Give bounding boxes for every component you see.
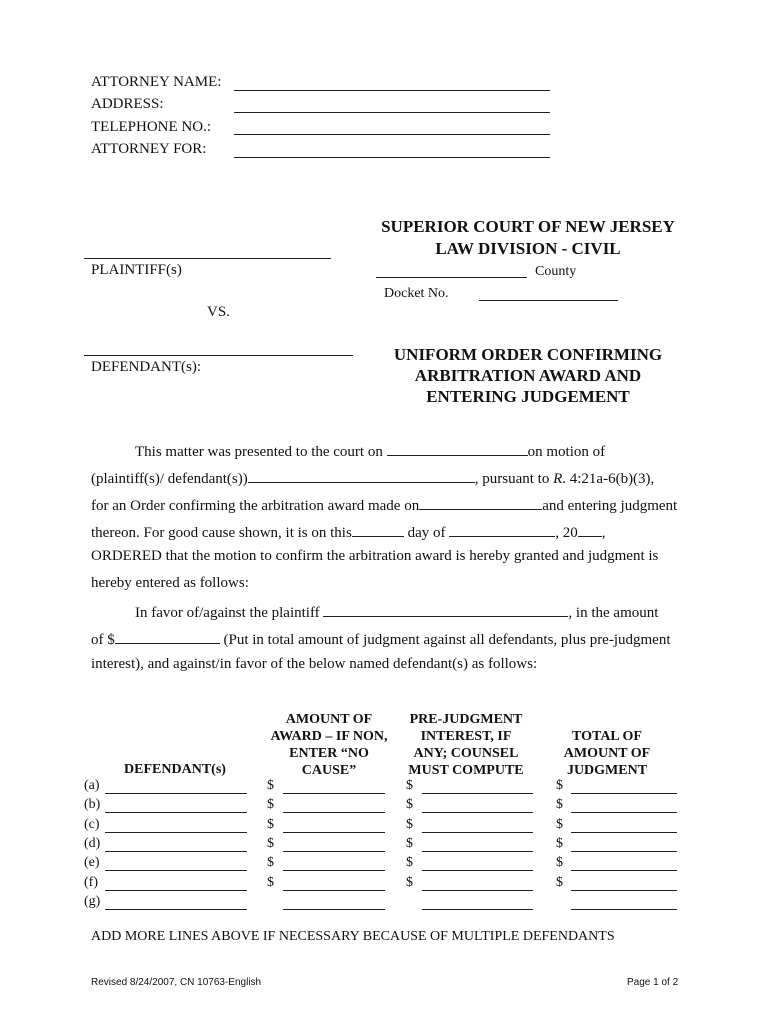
body-line-8 <box>91 629 671 649</box>
dollar-sign: $ <box>406 875 413 890</box>
dollar-sign: $ <box>406 817 413 832</box>
revision-note: Revised 8/24/2007, CN 10763-English <box>91 977 262 988</box>
row-label: (c) <box>84 817 100 832</box>
award-amount-field[interactable] <box>283 870 385 871</box>
table-row <box>84 894 704 914</box>
total-header-line: AMOUNT OF <box>563 746 651 761</box>
dollar-sign: $ <box>267 836 274 851</box>
movant-text: (plaintiff(s)/ defendant(s)) <box>91 471 248 487</box>
dollar-sign: $ <box>556 797 563 812</box>
attorney-for-field[interactable] <box>234 157 550 158</box>
dollar-sign: $ <box>267 875 274 890</box>
dollar-sign: $ <box>406 797 413 812</box>
attorney-name-field[interactable] <box>234 90 550 91</box>
total-header-line: TOTAL OF <box>572 729 642 744</box>
award-amount-field[interactable] <box>283 812 385 813</box>
amount-header-line: AMOUNT OF <box>285 712 373 727</box>
amount-header-line: AWARD – IF NON, <box>270 729 388 744</box>
row-label: (e) <box>84 855 100 870</box>
pursuant-text: , pursuant to <box>474 471 554 487</box>
plaintiff-field[interactable] <box>84 258 331 259</box>
row-label: (b) <box>84 797 101 812</box>
vs-label: VS. <box>207 304 230 320</box>
total-amount-field[interactable] <box>571 793 677 794</box>
total-amount-field[interactable] <box>571 890 677 891</box>
docket-label: Docket No. <box>384 286 449 301</box>
total-amount-field[interactable] <box>571 851 677 852</box>
table-row <box>84 797 704 817</box>
county-field[interactable] <box>376 277 527 278</box>
total-header-line: JUDGMENT <box>566 763 648 778</box>
plaintiff-name-field[interactable] <box>323 602 568 617</box>
interest-amount-field[interactable] <box>422 870 533 871</box>
rule-citation: . 4:21a-6(b)(3), <box>562 471 655 487</box>
court-name-line2: LAW DIVISION - CIVIL <box>435 239 621 258</box>
table-row <box>84 778 704 798</box>
defendant-column-header: DEFENDANT(s) <box>124 762 226 777</box>
good-cause-text: thereon. For good cause shown, it is on this <box>91 525 352 541</box>
interest-header-line: PRE-JUDGMENT <box>409 712 523 727</box>
interest-header-line: MUST COMPUTE <box>408 763 524 778</box>
attorney-name-label: ATTORNEY NAME: <box>91 74 222 90</box>
amount-header-line: ENTER “NO <box>289 746 369 761</box>
interest-text: interest), and against/in favor of the below named defendant(s) as follows: <box>91 656 538 672</box>
body-line-3 <box>91 495 677 515</box>
award-date-field[interactable] <box>419 495 542 510</box>
total-amount-field[interactable] <box>115 629 220 644</box>
defendant-label: DEFENDANT(s): <box>91 359 201 375</box>
total-instruction-text: (Put in total amount of judgment against all defendants, plus pre-judgment <box>223 632 671 648</box>
award-amount-field[interactable] <box>283 890 385 891</box>
dollar-sign: $ <box>406 836 413 851</box>
total-column-header <box>548 728 666 779</box>
court-name-line1: SUPERIOR COURT OF NEW JERSEY <box>381 217 675 236</box>
year-comma: , <box>601 525 606 541</box>
award-amount-field[interactable] <box>283 832 385 833</box>
address-label: ADDRESS: <box>91 96 164 112</box>
dollar-sign: $ <box>556 778 563 793</box>
defendant-name-field[interactable] <box>105 890 247 891</box>
interest-header-line: INTEREST, IF <box>420 729 512 744</box>
interest-amount-field[interactable] <box>422 890 533 891</box>
defendant-name-field[interactable] <box>105 793 247 794</box>
add-lines-note: ADD MORE LINES ABOVE IF NECESSARY BECAUSE OF MULTIPLE DEFENDANTS <box>91 929 615 944</box>
rule-letter: R <box>553 471 563 487</box>
defendant-name-field[interactable] <box>105 909 247 910</box>
table-row <box>84 875 704 895</box>
dollar-sign: $ <box>267 817 274 832</box>
dollar-sign: $ <box>406 778 413 793</box>
interest-amount-field[interactable] <box>422 832 533 833</box>
award-amount-field[interactable] <box>283 793 385 794</box>
interest-amount-field[interactable] <box>422 793 533 794</box>
total-amount-field[interactable] <box>571 812 677 813</box>
dollar-sign: $ <box>556 817 563 832</box>
row-label: (d) <box>84 836 101 851</box>
interest-amount-field[interactable] <box>422 812 533 813</box>
dollar-sign: $ <box>267 778 274 793</box>
order-title-line1: UNIFORM ORDER CONFIRMING <box>393 345 663 364</box>
defendant-name-field[interactable] <box>105 851 247 852</box>
order-title-line3: ENTERING JUDGEMENT <box>426 387 630 406</box>
year-field[interactable] <box>578 522 602 537</box>
body-line-4 <box>91 522 605 542</box>
award-amount-field[interactable] <box>283 851 385 852</box>
dollar-sign: $ <box>267 855 274 870</box>
telephone-field[interactable] <box>234 134 550 135</box>
body-line-2 <box>91 468 654 488</box>
interest-column-header <box>401 711 531 779</box>
table-row <box>84 855 704 875</box>
dollar-sign: $ <box>556 855 563 870</box>
dollar-sign: $ <box>556 875 563 890</box>
movant-field[interactable] <box>248 468 475 483</box>
entered-text: hereby entered as follows: <box>91 575 249 591</box>
amount-header-line: CAUSE” <box>301 763 357 778</box>
address-field[interactable] <box>234 112 550 113</box>
docket-field[interactable] <box>479 300 618 301</box>
favor-plaintiff-text: In favor of/against the plaintiff <box>135 605 320 621</box>
row-label: (a) <box>84 778 100 793</box>
row-label: (f) <box>84 875 98 890</box>
defendant-name-field[interactable] <box>105 870 247 871</box>
interest-amount-field[interactable] <box>422 851 533 852</box>
award-amount-field[interactable] <box>283 909 385 910</box>
dollar-sign: $ <box>267 797 274 812</box>
order-confirming-text: for an Order confirming the arbitration award made on <box>91 498 420 514</box>
interest-amount-field[interactable] <box>422 909 533 910</box>
presented-date-field[interactable] <box>387 441 528 456</box>
of-dollar-text: of $ <box>91 632 115 648</box>
body-line-7 <box>135 602 658 622</box>
year-prefix-text: , 20 <box>555 525 578 541</box>
ordered-text: ORDERED that the motion to confirm the arbitration award is hereby granted and judgment is <box>91 548 659 564</box>
presented-text: This matter was presented to the court on <box>135 444 383 460</box>
amount-text: , in the amount <box>568 605 659 621</box>
table-row <box>84 836 704 856</box>
body-line-1 <box>135 441 605 461</box>
telephone-label: TELEPHONE NO.: <box>91 119 211 135</box>
row-label: (g) <box>84 894 101 909</box>
attorney-for-label: ATTORNEY FOR: <box>91 141 207 157</box>
total-amount-field[interactable] <box>571 832 677 833</box>
entering-judgment-text: and entering judgment <box>542 498 678 514</box>
month-field[interactable] <box>449 522 555 537</box>
day-of-text: day of <box>407 525 446 541</box>
county-label: County <box>535 264 577 279</box>
defendant-name-field[interactable] <box>105 812 247 813</box>
motion-of-text: on motion of <box>527 444 606 460</box>
plaintiff-label: PLAINTIFF(s) <box>91 262 182 278</box>
dollar-sign: $ <box>406 855 413 870</box>
total-amount-field[interactable] <box>571 909 677 910</box>
interest-header-line: ANY; COUNSEL <box>413 746 519 761</box>
defendant-name-field[interactable] <box>105 832 247 833</box>
day-field[interactable] <box>352 522 404 537</box>
total-amount-field[interactable] <box>571 870 677 871</box>
amount-column-header <box>263 711 395 779</box>
dollar-sign: $ <box>556 836 563 851</box>
page-number: Page 1 of 2 <box>627 977 679 988</box>
table-row <box>84 817 704 837</box>
order-title-line2: ARBITRATION AWARD AND <box>414 366 642 385</box>
defendant-field[interactable] <box>84 355 353 356</box>
